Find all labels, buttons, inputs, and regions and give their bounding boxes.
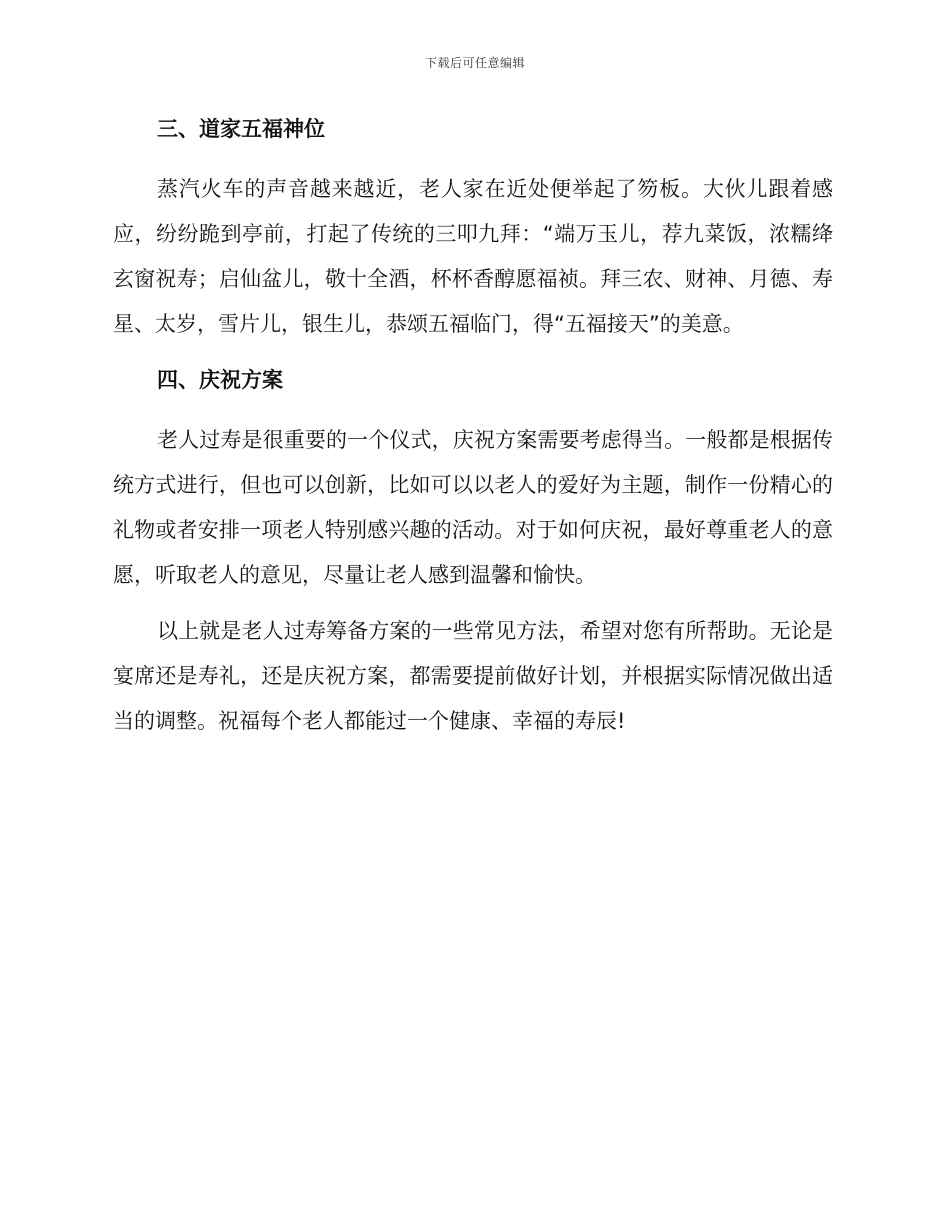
paragraph-conclusion: 以上就是老人过寿筹备方案的一些常见方法，希望对您有所帮助。无论是宴席还是寿礼，还是庆祝方案，都需要提前做好计划，并根据实际情况做出适当的调整。祝福每个老人都能过一个健康、幸福的寿辰! [113, 619, 833, 733]
paragraph-ceremony: 蒸汽火车的声音越来越近，老人家在近处便举起了笏板。大伙儿跟着感应，纷纷跪到亭前，打起了传统的三叩九拜：“端万玉儿，荐九菜饭，浓糯绛玄窗祝寿；启仙盆儿，敬十全酒，杯杯香醇愿福祯。拜三农、财神、月德、寿星、太岁，雪片儿，银生儿，恭颂五福临门，得“五福接天”的美意。 [113, 177, 833, 336]
paragraph-celebration-plan: 老人过寿是很重要的一个仪式，庆祝方案需要考虑得当。一般都是根据传统方式进行，但也可以创新，比如可以以老人的爱好为主题，制作一份精心的礼物或者安排一项老人特别感兴趣的活动。对于如何庆祝，最好尊重老人的意愿，听取老人的意见，尽量让老人感到温馨和愉快。 [113, 428, 833, 587]
document-body [113, 113, 833, 744]
section-heading-taoist-five-blessings: 三、道家五福神位 [157, 117, 325, 141]
header-note: 下载后可任意编辑 [424, 56, 525, 70]
section-heading-celebration-plan: 四、庆祝方案 [157, 368, 283, 392]
